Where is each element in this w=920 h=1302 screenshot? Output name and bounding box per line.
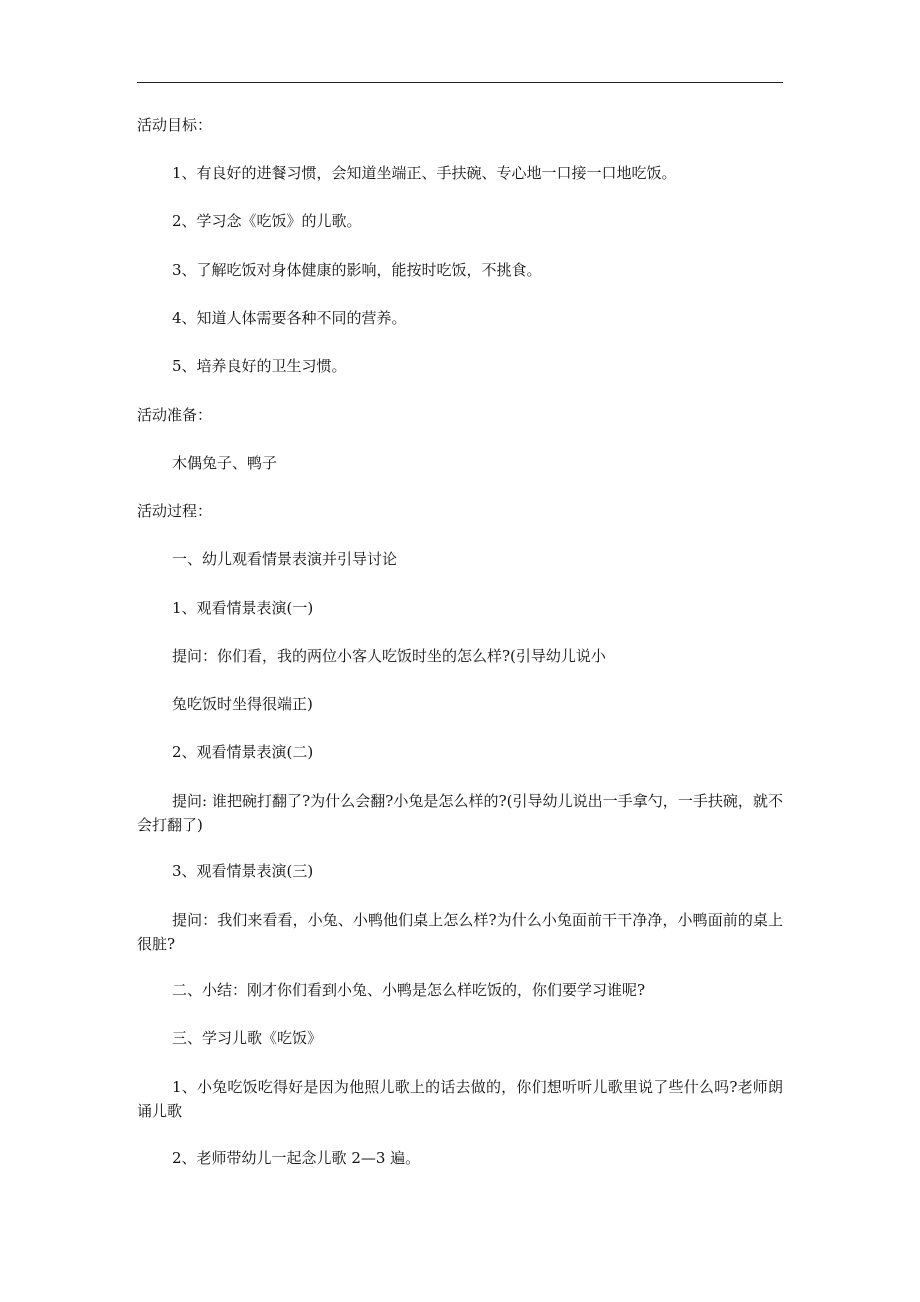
step1-title: 一、幼儿观看情景表演并引导讨论 bbox=[172, 550, 398, 568]
step1-sub1: 1、观看情景表演(一) bbox=[172, 599, 314, 617]
prep-item: 木偶兔子、鸭子 bbox=[172, 454, 278, 472]
prep-heading: 活动准备： bbox=[137, 406, 213, 424]
question1-line2: 兔吃饭时坐得很端正) bbox=[172, 695, 313, 713]
step1-sub2: 2、观看情景表演(二) bbox=[172, 743, 314, 761]
goal-item-4: 4、知道人体需要各种不同的营养。 bbox=[172, 309, 407, 327]
goals-heading: 活动目标： bbox=[137, 116, 213, 134]
goal-item-2: 2、学习念《吃饭》的儿歌。 bbox=[172, 212, 362, 230]
header-rule bbox=[137, 82, 783, 83]
step2-summary: 二、小结：刚才你们看到小兔、小鸭是怎么样吃饭的，你们要学习谁呢? bbox=[172, 981, 646, 999]
step3-sub1: 1、小兔吃饭吃得好是因为他照儿歌上的话去做的，你们想听听儿歌里说了些什么吗?老师朗诵儿歌 bbox=[137, 1078, 783, 1120]
question3: 提问：我们来看看，小兔、小鸭他们桌上怎么样?为什么小兔面前干干净净，小鸭面前的桌上很脏? bbox=[137, 911, 783, 953]
goal-item-3: 3、了解吃饭对身体健康的影响，能按时吃饭，不挑食。 bbox=[172, 261, 542, 279]
goal-item-5: 5、培养良好的卫生习惯。 bbox=[172, 357, 347, 375]
question1-line1: 提问：你们看，我的两位小客人吃饭时坐的怎么样?(引导幼儿说小 bbox=[172, 647, 606, 665]
step1-sub3: 3、观看情景表演(三) bbox=[172, 862, 314, 880]
goal-item-1: 1、有良好的进餐习惯，会知道坐端正、手扶碗、专心地一口接一口地吃饭。 bbox=[172, 164, 677, 182]
step3-sub2: 2、老师带幼儿一起念儿歌 2—3 遍。 bbox=[172, 1149, 421, 1167]
question2: 提问: 谁把碗打翻了?为什么会翻?小兔是怎么样的?(引导幼儿说出一手拿勺，一手扶碗，就不会打翻了) bbox=[137, 792, 783, 834]
process-heading: 活动过程： bbox=[137, 502, 213, 520]
step3-title: 三、学习儿歌《吃饭》 bbox=[172, 1029, 323, 1047]
